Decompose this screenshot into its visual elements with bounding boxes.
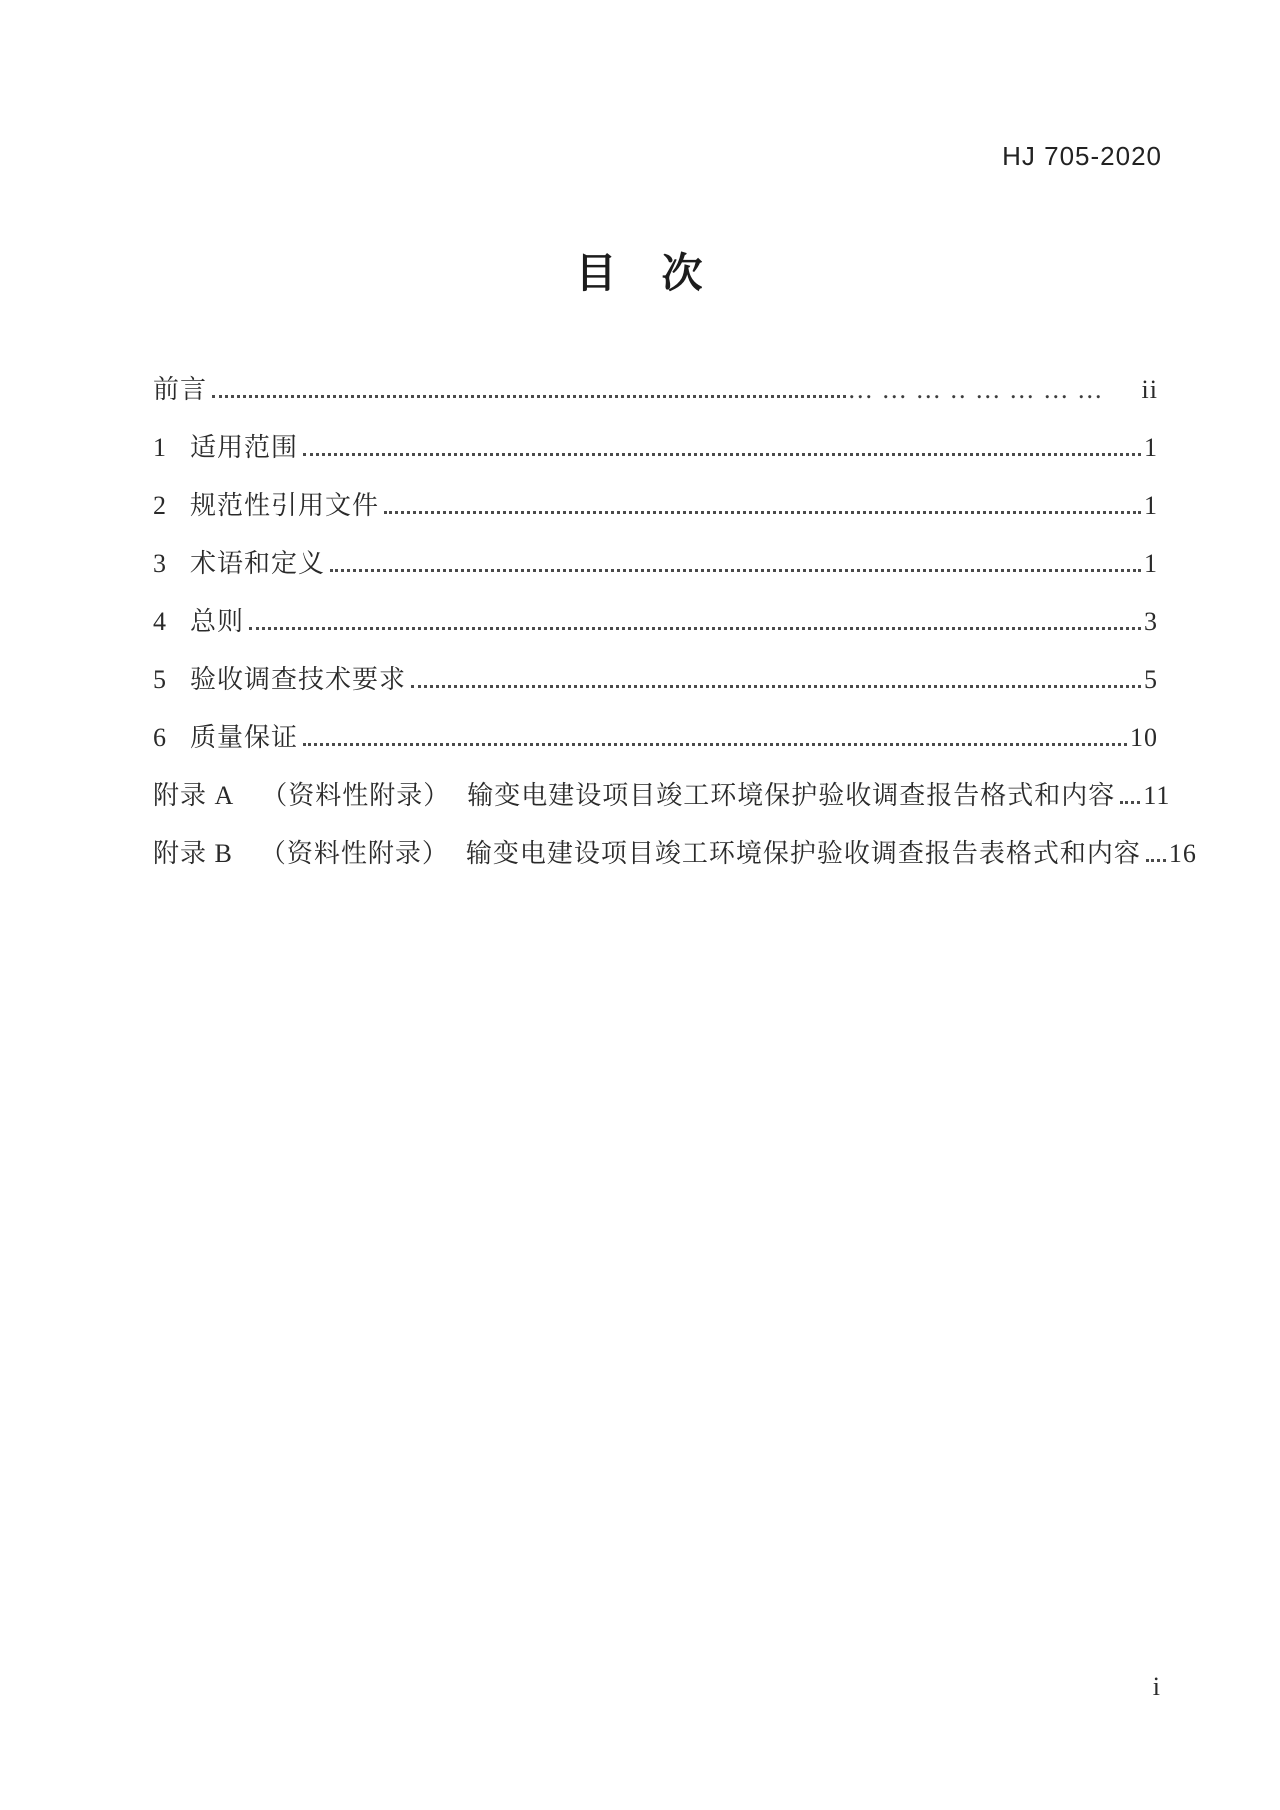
- toc-entry-label: 输变电建设项目竣工环境保护验收调查报告表格式和内容: [465, 839, 1141, 868]
- toc-entry-note: （资料性附录）: [259, 839, 449, 868]
- toc-entry-page: ii: [1141, 375, 1158, 404]
- toc-entry-label: 规范性引用文件: [190, 491, 380, 520]
- toc-leader-dots: [330, 569, 1141, 572]
- toc-entry-6: [153, 721, 1158, 755]
- toc-entry-label: 总则: [190, 607, 245, 636]
- toc-entry-number: 6: [153, 723, 167, 752]
- toc-leader-dots: [384, 511, 1141, 514]
- toc-entry-number: 1: [153, 433, 167, 462]
- toc-entry-page: 1: [1144, 491, 1158, 520]
- toc-entry-1: [153, 431, 1158, 465]
- table-of-contents: [153, 373, 1197, 895]
- toc-entry-2: [153, 489, 1158, 523]
- toc-leader-dots: [1120, 801, 1140, 804]
- toc-entry-number: 附录 B: [153, 839, 233, 868]
- toc-leader-dots: [303, 453, 1141, 456]
- footer-page-number: i: [1152, 1672, 1160, 1701]
- toc-entry-label: 输变电建设项目竣工环境保护验收调查报告格式和内容: [467, 781, 1116, 810]
- toc-entry-number: 4: [153, 607, 167, 636]
- toc-entry-note: （资料性附录）: [261, 781, 451, 810]
- toc-leader-dots: [411, 685, 1141, 688]
- toc-entry-number: 5: [153, 665, 167, 694]
- toc-entry-label: 前言: [153, 375, 208, 404]
- toc-entry-page: 1: [1144, 433, 1158, 462]
- toc-leader-dots: [212, 395, 846, 398]
- toc-entry-3: [153, 547, 1158, 581]
- toc-entry-label: 质量保证: [190, 723, 299, 752]
- toc-entry-appendix-b: [153, 837, 1197, 871]
- toc-entry-number: 2: [153, 491, 167, 520]
- toc-entry-4: [153, 605, 1158, 639]
- toc-entry-number: 3: [153, 549, 167, 578]
- toc-entry-page: 11: [1143, 781, 1171, 810]
- toc-leader-dots: [249, 627, 1141, 630]
- toc-leader-dots: [303, 743, 1127, 746]
- toc-entry-appendix-a: [153, 779, 1171, 813]
- toc-entry-label: 适用范围: [190, 433, 299, 462]
- toc-entry-label: 验收调查技术要求: [190, 665, 407, 694]
- toc-entry-page: 1: [1144, 549, 1158, 578]
- standard-code: HJ 705-2020: [1002, 141, 1162, 171]
- toc-entry-foreword: [153, 373, 1158, 407]
- toc-entry-label: 术语和定义: [190, 549, 326, 578]
- toc-entry-page: 5: [1144, 665, 1158, 694]
- toc-leader-suffix: ... ... ... .. ... ... ... ...: [848, 375, 1104, 404]
- toc-entry-page: 3: [1144, 607, 1158, 636]
- toc-leader-dots: [1146, 859, 1166, 862]
- page-title: 目 次: [575, 250, 705, 296]
- toc-entry-5: [153, 663, 1158, 697]
- toc-entry-page: 16: [1168, 839, 1197, 868]
- toc-entry-number: 附录 A: [153, 781, 235, 810]
- toc-entry-page: 10: [1130, 723, 1158, 752]
